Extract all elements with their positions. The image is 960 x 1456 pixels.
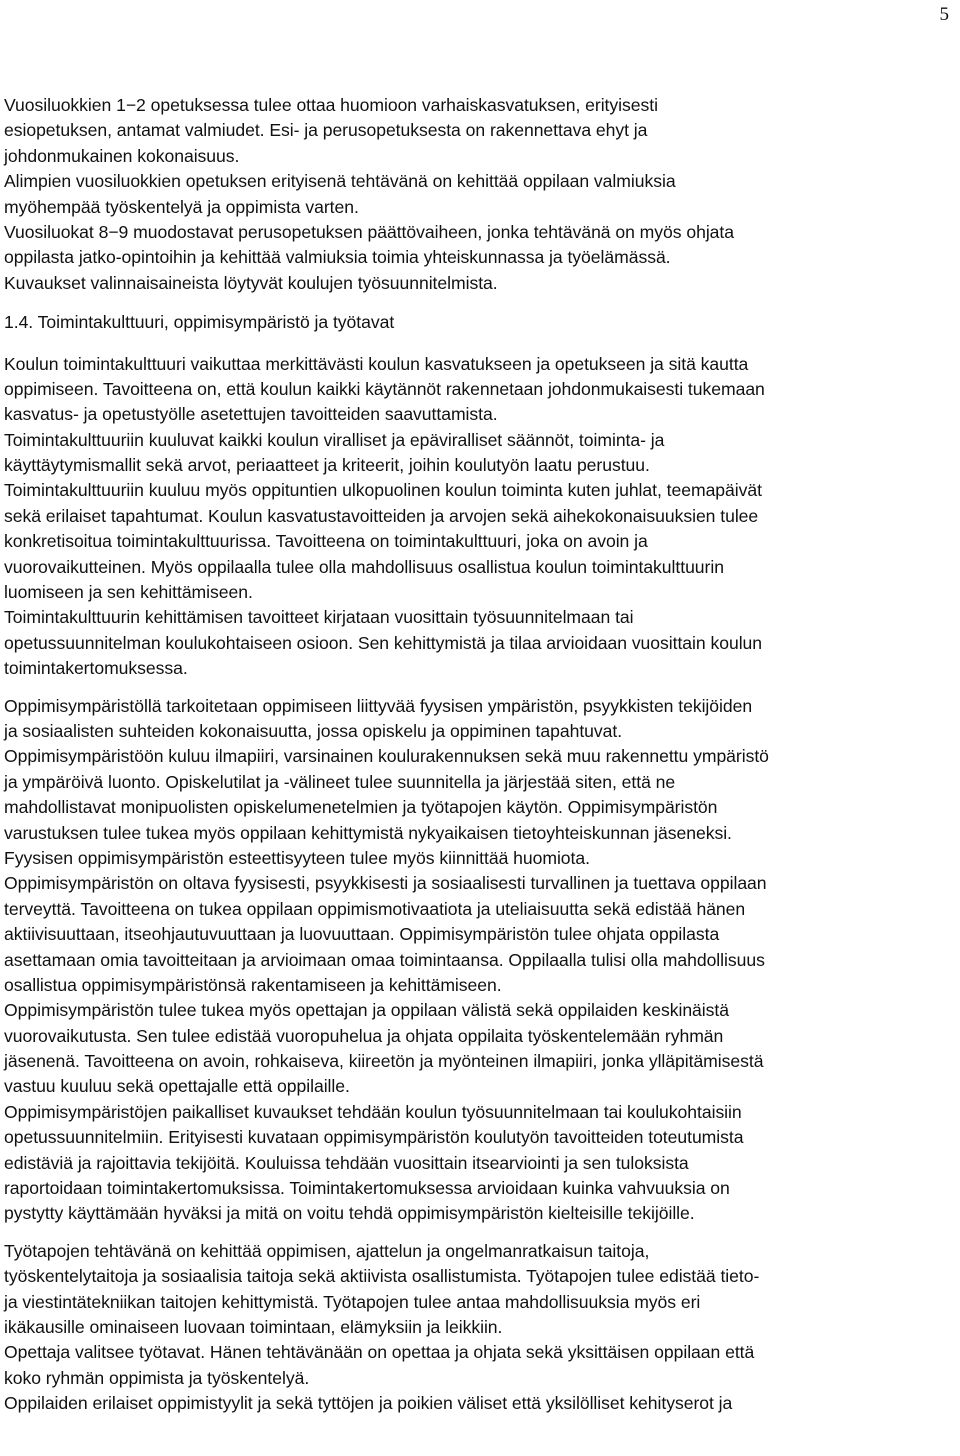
text-line: työskentelytaitoja ja sosiaalisia taitoja sekä aktiivista osallistumista. Työtapojen tulee edistää tieto- — [4, 1266, 760, 1287]
text-line: ja sosiaalisten suhteiden kokonaisuutta, jossa opiskelu ja oppiminen tapahtuvat. — [4, 720, 623, 741]
section-heading: 1.4. Toimintakulttuuri, oppimisympäristö ja työtavat — [4, 312, 395, 333]
methods-paragraph — [4, 1239, 960, 1417]
text-line: Työtapojen tehtävänä on kehittää oppimisen, ajattelun ja ongelmanratkaisun taitoja, — [4, 1240, 650, 1261]
text-line: osallistua oppimisympäristönsä rakentamiseen ja kehittämiseen. — [4, 974, 502, 995]
text-line: kasvatus- ja opetustyölle asetettujen tavoitteiden saavuttamista. — [4, 404, 498, 425]
text-line: mahdollistavat monipuolisten opiskelumenetelmien ja työtapojen käytön. Oppimisympäristön — [4, 797, 718, 818]
text-line: Oppimisympäristön on oltava fyysisesti, psyykkisesti ja sosiaalisesti turvallinen ja tuettava oppilaan — [4, 873, 767, 894]
text-line: esiopetuksen, antamat valmiudet. Esi- ja perusopetuksesta on rakennettava ehyt ja — [4, 120, 648, 141]
text-line: Oppimisympäristöllä tarkoitetaan oppimiseen liittyvää fyysisen ympäristön, psyykkisten tekijöiden — [4, 695, 753, 716]
text-line: käyttäytymismallit sekä arvot, periaatteet ja kriteerit, joihin koulutyön laatu perustuu. — [4, 455, 650, 476]
environment-paragraph — [4, 694, 960, 1227]
text-line: ja viestintätekniikan taitojen kehittymistä. Työtapojen tulee antaa mahdollisuuksia myös eri — [4, 1291, 701, 1312]
text-line: ikäkausille ominaiseen luovaan toimintaan, elämyksiin ja leikkiin. — [4, 1316, 503, 1337]
text-line: oppimiseen. Tavoitteena on, että koulun kaikki käytännöt rakennetaan johdonmukaisesti tukemaan — [4, 378, 765, 399]
text-line: varustuksen tulee tukea myös oppilaan kehittymistä nykyaikaisen tietoyhteiskunnan jäseneksi. — [4, 822, 732, 843]
text-line: jäsenenä. Tavoitteena on avoin, rohkaiseva, kiireetön ja myönteinen ilmapiiri, jonka ylläpitämisestä — [4, 1051, 764, 1072]
text-line: luomiseen ja sen kehittämiseen. — [4, 582, 253, 603]
text-line: vuorovaikutusta. Sen tulee edistää vuoropuhelua ja ohjata oppilaita työskentelemään ryhmän — [4, 1025, 724, 1046]
text-line: koko ryhmän oppimista ja työskentelyä. — [4, 1367, 310, 1388]
text-line: terveyttä. Tavoitteena on tukea oppilaan oppimismotivaatiota ja uteliaisuutta sekä edistää hänen — [4, 898, 746, 919]
text-line: Koulun toimintakulttuuri vaikuttaa merkittävästi koulun kasvatukseen ja opetukseen ja sitä kautta — [4, 353, 749, 374]
text-line: toimintakertomuksessa. — [4, 658, 188, 679]
page-number: 5 — [939, 4, 949, 25]
text-line: vuorovaikutteinen. Myös oppilaalla tulee olla mahdollisuus osallistua koulun toimintakulttuurin — [4, 556, 724, 577]
text-line: raportoidaan toimintakertomuksissa. Toimintakertomuksessa arvioidaan kuinka vahvuuksia on — [4, 1178, 730, 1199]
text-line: myöhempää työskentelyä ja oppimista varten. — [4, 196, 359, 217]
text-line: Toimintakulttuuriin kuuluu myös oppituntien ulkopuolinen koulun toiminta kuten juhlat, teemapäivät — [4, 480, 762, 501]
intro-paragraph — [4, 93, 960, 296]
text-line: Vuosiluokat 8−9 muodostavat perusopetuksen päättövaiheen, jonka tehtävänä on myös ohjata — [4, 221, 734, 242]
text-line: Oppimisympäristöjen paikalliset kuvaukset tehdään koulun työsuunnitelmaan tai koulukohtaisiin — [4, 1101, 742, 1122]
text-line: ja ympäröivä luonto. Opiskelutilat ja -välineet tulee suunnitella ja järjestää siten, että ne — [4, 771, 676, 792]
text-line: Oppimisympäristön tulee tukea myös opettajan ja oppilaan välistä sekä oppilaiden keskinäistä — [4, 1000, 729, 1021]
text-line: johdonmukainen kokonaisuus. — [4, 145, 240, 166]
text-line: Oppilaiden erilaiset oppimistyylit ja sekä tyttöjen ja poikien väliset että yksilölliset kehityserot ja — [4, 1393, 733, 1414]
text-line: Vuosiluokkien 1−2 opetuksessa tulee ottaa huomioon varhaiskasvatuksen, erityisesti — [4, 95, 658, 115]
text-line: Toimintakulttuurin kehittämisen tavoitteet kirjataan vuosittain työsuunnitelmaan tai — [4, 607, 634, 628]
text-line: pystytty käyttämään hyväksi ja mitä on voitu tehdä oppimisympäristön kielteisille tekijöille. — [4, 1203, 695, 1224]
text-line: opetussuunnitelman koulukohtaiseen osioon. Sen kehittymistä ja tilaa arvioidaan vuosittain koulun — [4, 632, 763, 653]
text-line: opetussuunnitelmiin. Erityisesti kuvataan oppimisympäristön koulutyön tavoitteiden toteutumista — [4, 1127, 744, 1148]
document-body — [4, 93, 960, 1417]
text-line: Opettaja valitsee työtavat. Hänen tehtävänään on opettaa ja ohjata sekä yksittäisen oppilaan että — [4, 1342, 755, 1363]
text-line: sekä erilaiset tapahtumat. Koulun kasvatustavoitteiden ja arvojen sekä aihekokonaisuuksien tulee — [4, 505, 759, 526]
text-line: Alimpien vuosiluokkien opetuksen erityisenä tehtävänä on kehittää oppilaan valmiuksia — [4, 171, 676, 192]
text-line: Oppimisympäristöön kuluu ilmapiiri, varsinainen koulurakennuksen sekä muu rakennettu ympäristö — [4, 746, 769, 767]
culture-paragraph — [4, 352, 960, 682]
text-line: Kuvaukset valinnaisaineista löytyvät koulujen työsuunnitelmista. — [4, 272, 498, 293]
text-line: Toimintakulttuuriin kuuluvat kaikki koulun viralliset ja epäviralliset säännöt, toiminta- ja — [4, 429, 665, 450]
text-line: vastuu kuuluu sekä opettajalle että oppilaille. — [4, 1076, 350, 1097]
text-line: aktiivisuuttaan, itseohjautuvuuttaan ja luovuuttaan. Oppimisympäristön tulee ohjata oppilasta — [4, 924, 720, 945]
text-line: konkretisoitua toimintakulttuurissa. Tavoitteena on toimintakulttuuri, joka on avoin ja — [4, 531, 648, 552]
text-line: asettamaan omia tavoitteitaan ja arvioimaan omaa toimintaansa. Oppilaalla tulisi olla mahdollisuus — [4, 949, 765, 970]
text-line: Fyysisen oppimisympäristön esteettisyyteen tulee myös kiinnittää huomiota. — [4, 847, 590, 868]
text-line: oppilasta jatko-opintoihin ja kehittää valmiuksia toimia yhteiskunnassa ja työelämässä. — [4, 247, 671, 268]
text-line: edistäviä ja rajoittavia tekijöitä. Kouluissa tehdään vuosittain itsearviointi ja sen tuloksista — [4, 1152, 689, 1173]
